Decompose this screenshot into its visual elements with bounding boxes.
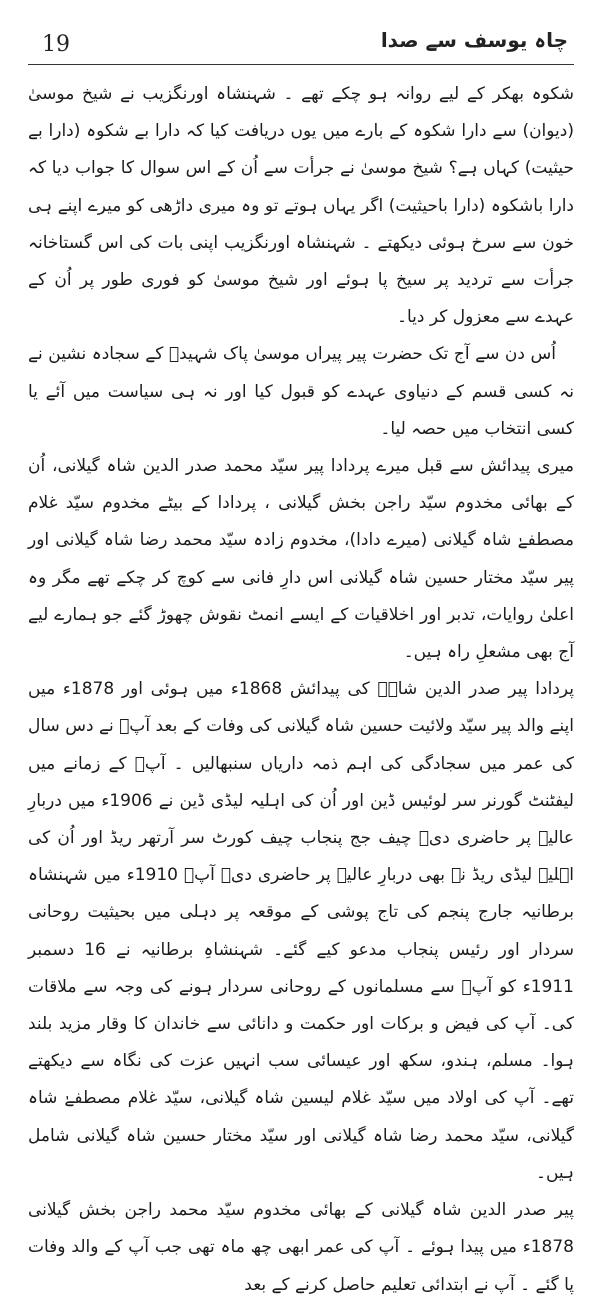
paragraph: اُس دن سے آج تک حضرت پیر پیراں موسیٰ پاک شہیدؒ کے سجادہ نشین نے نہ کسی قسم کے دنیاوی عہدے کو قبول کیا اور نہ ہی سیاست میں آئے یا کسی انتخاب میں حصہ لیا۔ xyxy=(28,344,574,439)
paragraph: شکوہ بھکر کے لیے روانہ ہو چکے تھے ۔ شہنشاہ اورنگزیب نے شیخ موسیٰ (دیوان) سے دارا شکوہ کے بارے میں یوں دریافت کیا کہ دارا بے شکوہ (دارا بے حیثیت) کہاں ہے؟ شیخ موسیٰ نے جرأت سے اُن کے اس سوال کا جواب دیا کہ دارا باشکوہ (دارا باحیثیت) اگر یہاں ہوتے تو وہ میری داڑھی کو میرے اپنے ہی خون سے سرخ ہوئی دیکھتے ۔ شہنشاہ اورنگزیب اپنی بات کی اس گستاخانہ جرأت سے تردید پر سیخ پا ہوئے اور شیخ موسیٰ کو فوری طور پر اُن کے عہدے سے معزول کر دیا۔ xyxy=(28,84,574,328)
paragraph: پیر صدر الدین شاہ گیلانی کے بھائی مخدوم سیّد محمد راجن بخش گیلانی 1878ء میں پیدا ہوئے ۔ آپ کی عمر ابھی چھ ماہ تھی جب آپ کے والد وفات پا گئے ۔ آپ نے ابتدائی تعلیم حاصل کرنے کے بعد xyxy=(28,1200,574,1295)
paragraph: میری پیدائش سے قبل میرے پردادا پیر سیّد محمد صدر الدین شاہ گیلانی، اُن کے بھائی مخدوم سیّد راجن بخش گیلانی ، پردادا کے بیٹے مخدوم سیّد غلام مصطفےٰ شاہ گیلانی (میرے دادا)، مخدوم زادہ سیّد محمد رضا شاہ گیلانی اور پیر سیّد مختار حسین شاہ گیلانی اس دارِ فانی سے کوچ کر چکے تھے مگر وہ اعلیٰ روایات، تدبر اور اخلاقیات کے ایسے انمٹ نقوش چھوڑ گئے جو ہمارے لیے آج بھی مشعلِ راہ ہیں۔ xyxy=(28,456,574,663)
running-title: چاہ یوسف سے صدا xyxy=(380,28,568,52)
page-header xyxy=(28,28,574,62)
header-divider xyxy=(28,64,574,65)
page-number: 19 xyxy=(42,32,70,57)
paragraph: پردادا پیر صدر الدین شاہؒ کی پیدائش 1868ء میں ہوئی اور 1878ء میں اپنے والد پیر سیّد ولائیت حسین شاہ گیلانی کی وفات کے بعد آپؒ نے دس سال کی عمر میں سجادگی کی اہم ذمہ داریاں سنبھالیں ۔ آپؒ کے زمانے میں لیفٹنٹ گورنر سر لوئیس ڈین اور اُن کی اہلیہ لیڈی ڈین نے 1906ء میں دربارِ عالیہ پر حاضری دی۔ چیف جج پنجاب چیف کورٹ سر آرتھر ریڈ اور اُن کی اہلیہ لیڈی ریڈ نے بھی دربارِ عالیہ پر حاضری دی۔ آپؒ 1910ء میں شہنشاہ برطانیہ جارج پنجم کی تاج پوشی کے موقعہ پر دہلی میں بحیثیت روحانی سردار اور رئیس پنجاب مدعو کیے گئے۔ شہنشاہِ برطانیہ نے 16 دسمبر 1911ء کو آپؒ سے مسلمانوں کے روحانی سردار ہونے کی وجہ سے ملاقات کی۔ آپ کی فیض و برکات اور حکمت و دانائی سے خاندان کا وقار مزید بلند ہوا۔ مسلم، ہندو، سکھ اور عیسائی سب انہیں عزت کی نگاہ سے دیکھتے تھے۔ آپ کی اولاد میں سیّد غلام لیسین شاہ گیلانی، سیّد غلام مصطفےٰ شاہ گیلانی، سیّد محمد رضا شاہ گیلانی اور سیّد مختار حسین شاہ گیلانی شامل ہیں۔ xyxy=(28,679,575,1183)
page-body xyxy=(28,76,574,1304)
